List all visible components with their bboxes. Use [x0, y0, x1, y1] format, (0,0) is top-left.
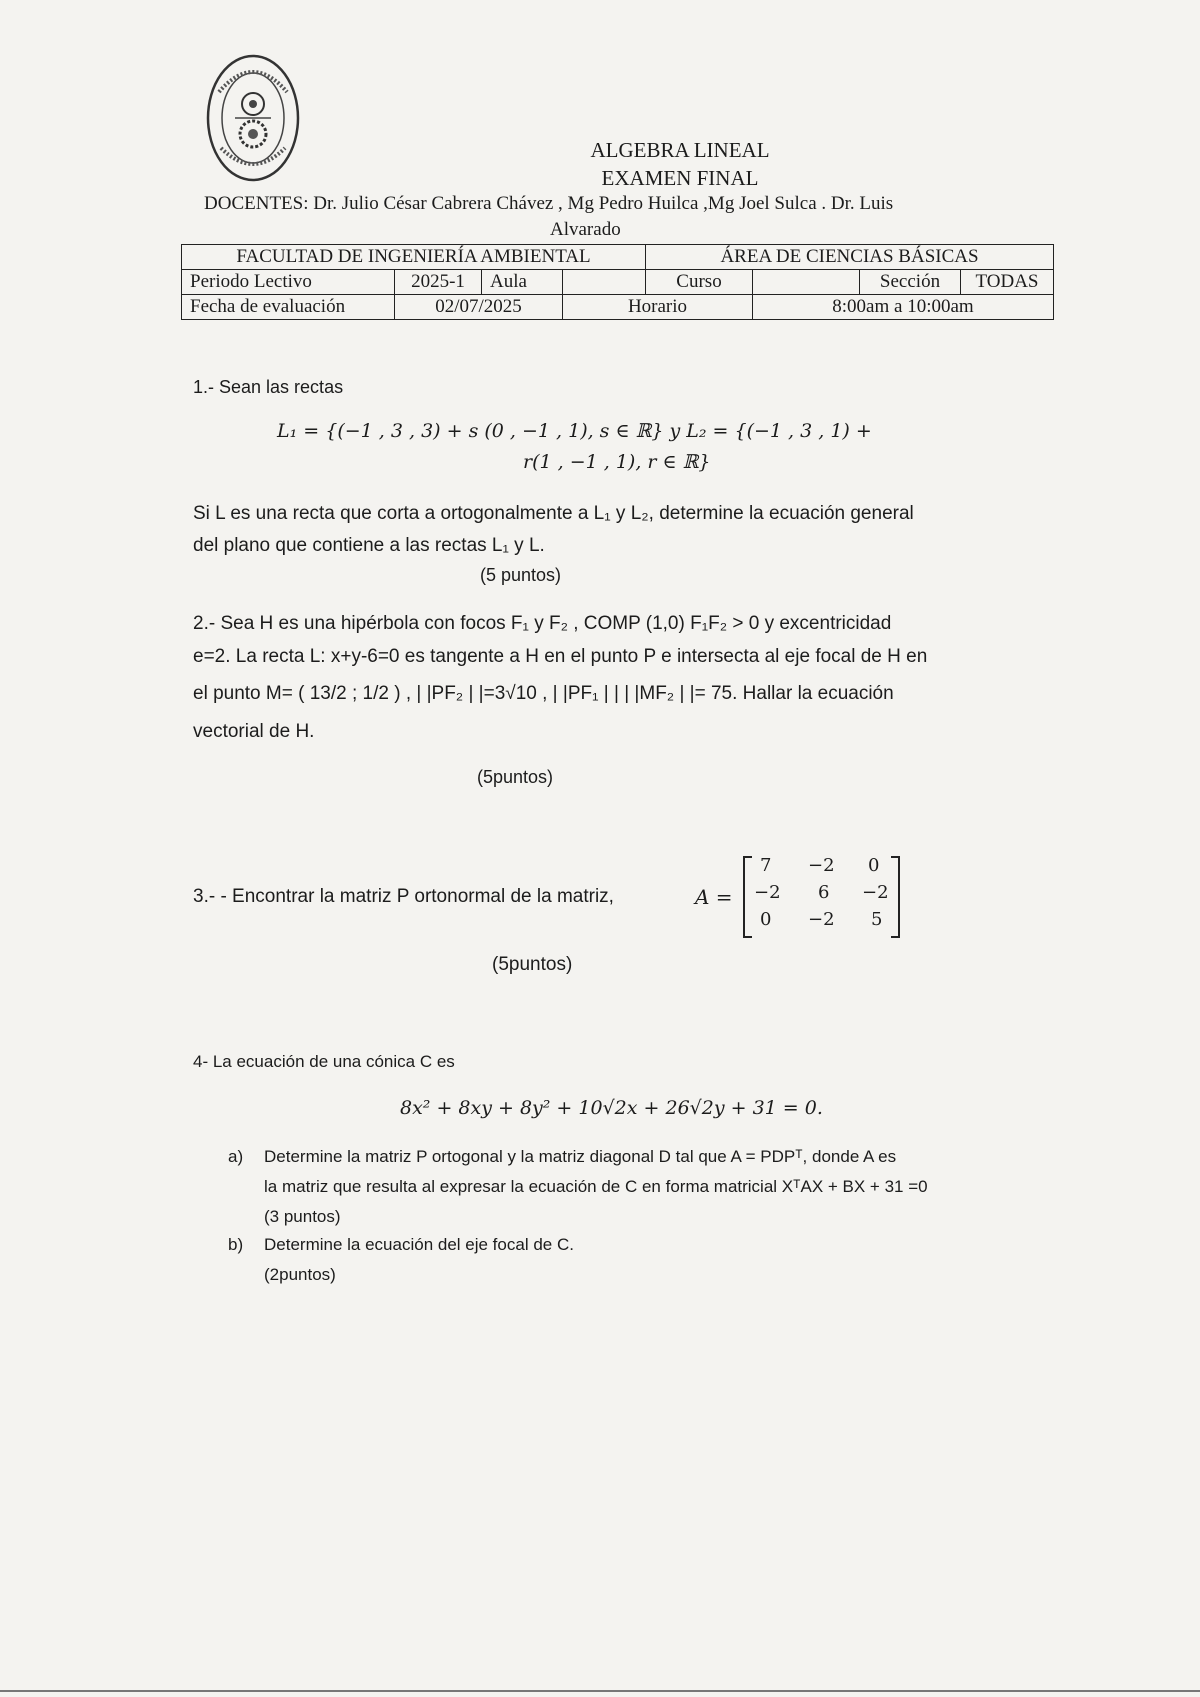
- course-title: ALGEBRA LINEAL: [590, 138, 770, 162]
- curso-value: [753, 270, 860, 295]
- area-cell: ÁREA DE CIENCIAS BÁSICAS: [646, 245, 1054, 270]
- q1-text-line-2: del plano que contiene a las rectas L₁ y L.: [193, 535, 545, 556]
- seccion-label: Sección: [860, 270, 961, 295]
- q2-line-4: vectorial de H.: [193, 721, 315, 742]
- q1-points: (5 puntos): [480, 565, 562, 585]
- q1-equation-line-1: L₁ = {(−1 , 3 , 3) + s (0 , −1 , 1), s ∈ ℝ} y L₂ = {(−1 , 3 , 1) +: [277, 420, 872, 442]
- q3-matrix-label: A =: [695, 885, 733, 909]
- matrix-cell: −2: [754, 882, 781, 903]
- q4b-marker: b): [228, 1235, 244, 1254]
- q4b-points: (2puntos): [264, 1265, 336, 1284]
- q1-intro: 1.- Sean las rectas: [193, 377, 344, 397]
- matrix-cell: 6: [818, 882, 830, 903]
- q2-line-3: el punto M= ( 13/2 ; 1/2 ) , | |PF₂ | |=3√10 , | |PF₁ | | | |MF₂ | |= 75. Hallar la ecuación: [193, 683, 894, 704]
- q4-intro: 4- La ecuación de una cónica C es: [193, 1052, 455, 1071]
- matrix-left-bracket: [743, 856, 752, 938]
- matrix-right-bracket: [891, 856, 900, 938]
- faculty-cell: FACULTAD DE INGENIERÍA AMBIENTAL: [182, 245, 646, 270]
- matrix-cell: 0: [868, 855, 880, 876]
- q4-equation: 8x² + 8xy + 8y² + 10√2x + 26√2y + 31 = 0.: [400, 1097, 823, 1119]
- scan-edge-line: [0, 1690, 1200, 1692]
- university-seal-logo: [205, 52, 301, 184]
- q1-text-line-1: Si L es una recta que corta a ortogonalmente a L₁ y L₂, determine la ecuación general: [193, 503, 914, 524]
- q4b-line-1: Determine la ecuación del eje focal de C.: [264, 1235, 574, 1254]
- matrix-cell: 7: [760, 855, 772, 876]
- q3-text: 3.- - Encontrar la matriz P ortonormal de la matriz,: [193, 886, 614, 907]
- q2-points: (5puntos): [477, 767, 554, 787]
- docentes-line-2: Alvarado: [550, 219, 621, 240]
- exam-title: EXAMEN FINAL: [601, 166, 759, 190]
- horario-label: Horario: [563, 295, 753, 320]
- q4a-line-1: Determine la matriz P ortogonal y la matriz diagonal D tal que A = PDPᵀ, donde A es: [264, 1147, 897, 1166]
- matrix-cell: −2: [808, 909, 835, 930]
- q2-line-1: 2.- Sea H es una hipérbola con focos F₁ y F₂ , COMP (1,0) F₁F₂ > 0 y excentricidad: [193, 613, 892, 634]
- matrix-cell: −2: [862, 882, 889, 903]
- periodo-value: 2025-1: [395, 270, 482, 295]
- matrix-cell: 0: [760, 909, 772, 930]
- fecha-value: 02/07/2025: [395, 295, 563, 320]
- exam-info-table: [181, 244, 1054, 320]
- q4a-marker: a): [228, 1147, 244, 1166]
- aula-value: [563, 270, 646, 295]
- q2-line-2: e=2. La recta L: x+y-6=0 es tangente a H en el punto P e intersecta al eje focal de H en: [193, 646, 928, 667]
- matrix-cell: 5: [871, 909, 883, 930]
- fecha-label: Fecha de evaluación: [182, 295, 395, 320]
- docentes-line-1: DOCENTES: Dr. Julio César Cabrera Chávez , Mg Pedro Huilca ,Mg Joel Sulca . Dr. Luis: [204, 193, 894, 214]
- q4a-line-2: la matriz que resulta al expresar la ecuación de C en forma matricial XᵀAX + BX + 31 =0: [264, 1177, 928, 1196]
- q4a-points: (3 puntos): [264, 1207, 341, 1226]
- aula-label: Aula: [482, 270, 563, 295]
- q1-equation-line-2: r(1 , −1 , 1), r ∈ ℝ}: [523, 451, 711, 473]
- matrix-cell: −2: [808, 855, 835, 876]
- periodo-label: Periodo Lectivo: [182, 270, 395, 295]
- q3-points: (5puntos): [492, 954, 573, 975]
- horario-value: 8:00am a 10:00am: [753, 295, 1054, 320]
- seccion-value: TODAS: [961, 270, 1054, 295]
- curso-label: Curso: [646, 270, 753, 295]
